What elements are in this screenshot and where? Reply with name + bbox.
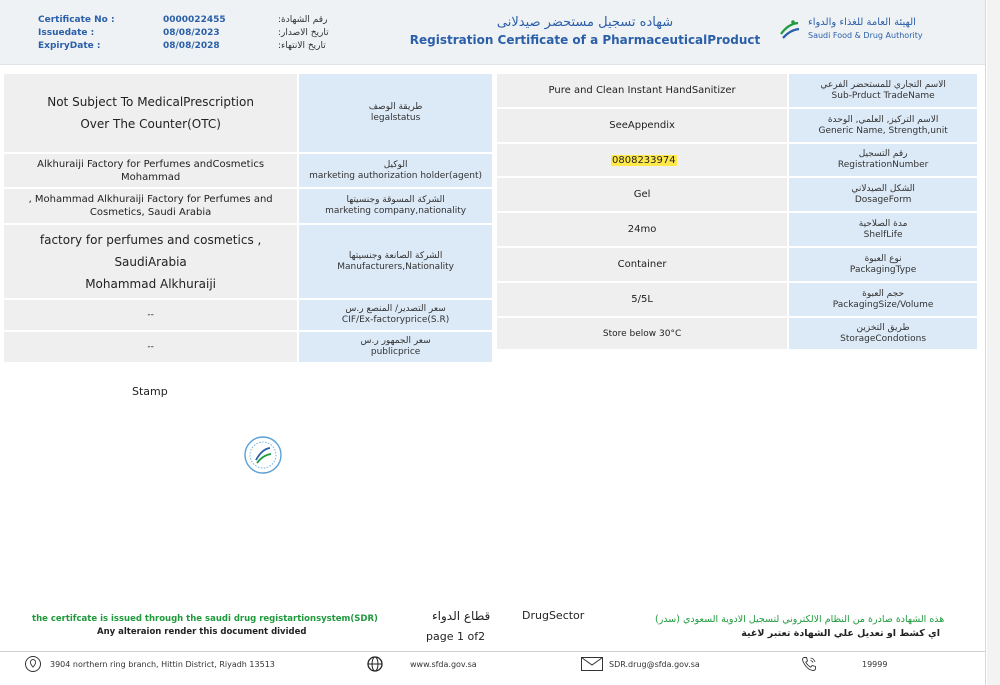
packaging-type-label [789,248,977,281]
logo-text-ar: الهيئة العامة للغذاء والدواء [808,17,916,28]
seal-icon [243,435,283,475]
agent-label-en: marketing authorization holder(agent) [309,170,483,181]
public-price-label-en: publicprice [370,347,421,357]
manufacturer-value [4,225,297,298]
page-number: page 1 of2 [426,630,486,643]
sfda-logo [778,16,978,46]
agent-label [299,154,492,187]
manufacturer-label-en: Manufacturers,Nationality [337,261,454,272]
mail-icon [580,655,604,673]
marketing-line2: Cosmetics, Saudi Arabia [89,207,212,218]
agent-line2: Mohammad [121,171,181,183]
agent-label-ar: الوكيل [383,159,408,170]
table-row [497,213,977,246]
cif-price-label-en: CIF/Ex-factoryprice(S.R) [341,315,450,325]
table-row [4,74,492,152]
footer-email[interactable]: SDR.drug@sfda.gov.sa [609,660,700,669]
table-row [4,154,492,187]
marketing-line1: , Mohammad Alkhuraiji Factory for Perfumes and [28,194,273,205]
cif-price-label [299,300,492,330]
generic-name-label [789,109,977,142]
trade-name-label-en: Sub-Prduct TradeName [831,90,935,101]
table-row [497,283,977,316]
table-row [497,178,977,211]
cif-price-value: -- [4,300,297,330]
table-row [497,248,977,281]
table-row [497,109,977,142]
packaging-size-value: 5/5L [497,283,787,316]
shelf-life-value: 24mo [497,213,787,246]
legal-status-label-en: legalstatus [370,113,421,123]
manufacturer-label [299,225,492,298]
certificate-no-label-ar: رقم الشهادة: [278,15,328,25]
storage-value: Store below 30°C [497,318,787,349]
trade-name-label-ar: الاسم التجاري للمستحضر الفرعي [820,79,946,90]
packaging-size-label-ar: حجم العبوة [862,288,905,299]
stamp-label: Stamp [132,385,168,398]
certificate-header [0,0,985,65]
legal-status-value [4,74,297,152]
header-labels-en [38,14,115,53]
trade-name-label [789,74,977,107]
legal-status-line1: Not Subject To MedicalPrescription [47,95,254,109]
footer-sector-ar: قطاع الدواء [432,609,491,623]
agent-value [4,154,297,187]
title-ar: شهاده تسجيل مستحضر صيدلانى [496,15,674,30]
manufacturer-line1: factory for perfumes and cosmetics , SaudiArabia [39,232,262,269]
footer-phone: 19999 [862,660,888,669]
manufacturer-line2: Mohammad Alkhuraiji [85,276,216,291]
packaging-size-label [789,283,977,316]
issue-date-label-ar: تاريخ الاصدار: [278,28,329,38]
public-price-label [299,332,492,362]
expiry-date-value: 08/08/2028 [163,41,220,51]
shelf-life-label-ar: مدة الصلاحية [858,218,908,229]
dosage-form-label-ar: الشكل الصيدلاني [851,183,915,194]
trade-name-value: Pure and Clean Instant HandSanitizer [497,74,787,107]
shelf-life-label-en: ShelfLife [863,229,903,240]
agent-line1: Alkhuraiji Factory for Perfumes andCosmetics [37,158,265,170]
footer-sector-en: DrugSector [522,609,585,622]
certificate-no-label: Certificate No : [38,15,115,25]
globe-icon [366,655,384,673]
expiry-date-label-ar: تاريخ الانتهاء: [278,41,326,51]
marketing-label-en: marketing company,nationality [325,206,467,216]
dosage-form-value: Gel [497,178,787,211]
right-info-table [495,72,979,351]
issue-date-value: 08/08/2023 [163,28,220,38]
marketing-company-value [4,189,297,223]
cif-price-label-ar: سعر التصدير/ المنصع ر.س [345,304,446,314]
issue-date-label: Issuedate : [38,28,95,38]
registration-number-label-en: RegistrationNumber [837,160,929,170]
shelf-life-label [789,213,977,246]
expiry-date-label: ExpiryDate : [38,41,101,51]
footer-notice-ar-2: اي كشط او تعديل علي الشهادة تعتبر لاغية [741,628,940,639]
table-row [4,189,492,223]
table-row [4,300,492,330]
public-price-value: -- [4,332,297,362]
registration-number-label-ar: رقم التسجيل [858,149,908,159]
table-row [497,318,977,349]
certificate-no-value: 0000022455 [163,15,226,25]
footer-website[interactable]: www.sfda.gov.sa [410,660,477,669]
table-row [4,225,492,298]
footer-notice-ar-1: هذه الشهادة صادرة من النظام الالكتروني لتسجيل الادوية السعودي (سدر) [655,614,945,625]
footer-address: 3904 northern ring branch, Hittin District, Riyadh 13513 [50,660,275,669]
registration-number-highlight: 0808233974 [612,154,676,166]
title-en: Registration Certificate of a PharmaceuticalProduct [409,33,761,47]
packaging-size-label-en: PackagingSize/Volume [832,299,934,310]
left-info-table [2,72,494,364]
vertical-scrollbar[interactable] [987,0,1000,685]
generic-name-value: SeeAppendix [497,109,787,142]
location-icon [24,655,42,673]
table-row [497,74,977,107]
dosage-form-label [789,178,977,211]
header-labels-ar [278,14,329,53]
public-price-label-ar: سعر الجمهور ر.س [360,336,431,346]
phone-icon [800,655,818,673]
storage-label-ar: طريق التخزين [856,322,910,333]
generic-name-label-ar: الاسم التركيز, العلمي, الوحدة [827,114,939,125]
logo-text-en: Saudi Food & Drug Authority [808,31,923,40]
legal-status-label [299,74,492,152]
packaging-type-label-ar: نوع العبوة [864,253,902,264]
header-values [163,14,226,53]
generic-name-label-en: Generic Name, Strength,unit [818,125,948,136]
manufacturer-label-ar: الشركة الصانعة وجنسيتها [348,250,443,261]
legal-status-label-ar: طريقة الوصف [368,102,423,112]
certificate-title [405,14,765,48]
table-row [4,332,492,362]
registration-number-label [789,144,977,176]
legal-status-line2: Over The Counter(OTC) [80,117,221,131]
packaging-type-value: Container [497,248,787,281]
footer-notice-en-2: Any alteraion render this document divided [97,627,307,637]
dosage-form-label-en: DosageForm [854,194,912,205]
sfda-logo-icon [778,18,802,42]
storage-label-en: StorageCondotions [840,333,927,344]
marketing-label-ar: الشركة المسوقة وجنسيتها [346,195,445,205]
packaging-type-label-en: PackagingType [849,264,917,275]
table-row [497,144,977,176]
storage-label [789,318,977,349]
registration-number-value [497,144,787,176]
marketing-company-label [299,189,492,223]
footer-notice-en-1: the certifcate is issued through the saudi drug registartionsystem(SDR) [32,614,378,624]
